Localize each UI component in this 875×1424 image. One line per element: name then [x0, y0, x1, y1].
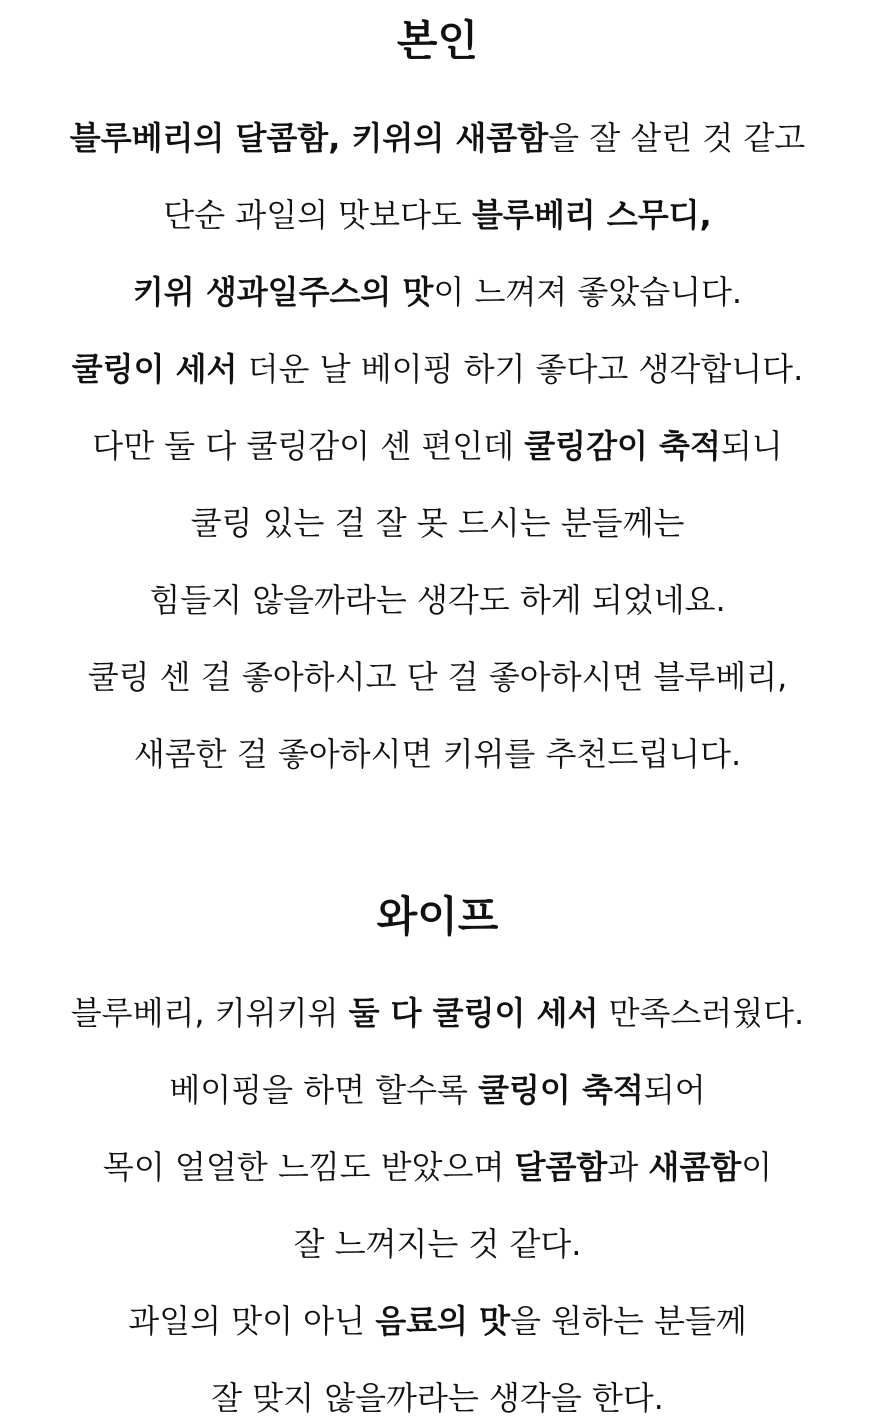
review-line [0, 581, 875, 619]
review-line [0, 1071, 875, 1109]
emphasized-text: 쿨링감이 축적 [524, 427, 721, 465]
body-text: 을 잘 살린 것 같고 [548, 119, 806, 157]
review-line [0, 735, 875, 773]
body-text: 새콤한 걸 좋아하시면 키위를 추천드립니다. [133, 735, 742, 773]
emphasized-text: 둘 다 쿨링이 세서 [348, 994, 599, 1032]
body-text: 과일의 맛이 아닌 [128, 1302, 376, 1340]
review-line [0, 658, 875, 696]
emphasized-text: 키위 생과일주스의 맛 [132, 273, 434, 311]
review-line [0, 196, 875, 234]
body-text: 더운 날 베이핑 하기 좋다고 생각합니다. [237, 350, 804, 388]
review-line [0, 1225, 875, 1263]
body-text: 다만 둘 다 쿨링감이 센 편인데 [92, 427, 525, 465]
body-text: 을 원하는 분들께 [509, 1302, 747, 1340]
body-text: 잘 느껴지는 것 같다. [293, 1225, 582, 1263]
review-line [0, 1148, 875, 1186]
review-line [0, 350, 875, 388]
body-text: 과 [607, 1148, 649, 1186]
body-text: 쿨링 센 걸 좋아하시고 단 걸 좋아하시면 블루베리, [87, 658, 788, 696]
emphasized-text: 쿨링이 세서 [71, 350, 238, 388]
review-line [0, 427, 875, 465]
review-line [0, 1302, 875, 1340]
body-text: 목이 얼얼한 느낌도 받았으며 [102, 1148, 515, 1186]
emphasized-text: 음료의 맛 [375, 1302, 510, 1340]
section-title-self: 본인 [396, 16, 479, 65]
body-text: 베이핑을 하면 할수록 [169, 1071, 479, 1109]
body-text: 되니 [720, 427, 783, 465]
review-line [0, 504, 875, 542]
body-text: 블루베리, 키위키위 [70, 994, 349, 1032]
emphasized-text: 쿨링이 축적 [478, 1071, 644, 1109]
review-line [0, 1379, 875, 1417]
emphasized-text: 블루베리 스무디, [472, 196, 712, 234]
review-line [0, 994, 875, 1032]
body-text: 만족스러웠다. [598, 994, 805, 1032]
body-text: 되어 [643, 1071, 706, 1109]
emphasized-text: 블루베리의 달콤함, 키위의 새콤함 [69, 119, 549, 157]
body-text: 힘들지 않을까라는 생각도 하게 되었네요. [149, 581, 726, 619]
section-title-wife: 와이프 [376, 892, 499, 941]
body-text: 이 [741, 1148, 773, 1186]
emphasized-text: 달콤함 [514, 1148, 608, 1186]
body-text: 쿨링 있는 걸 잘 못 드시는 분들께는 [190, 504, 685, 542]
body-text: 단순 과일의 맛보다도 [163, 196, 473, 234]
body-text: 잘 맞지 않을까라는 생각을 한다. [211, 1379, 664, 1417]
review-line [0, 119, 875, 157]
emphasized-text: 새콤함 [648, 1148, 742, 1186]
body-text: 이 느껴져 좋았습니다. [433, 273, 743, 311]
review-line [0, 273, 875, 311]
